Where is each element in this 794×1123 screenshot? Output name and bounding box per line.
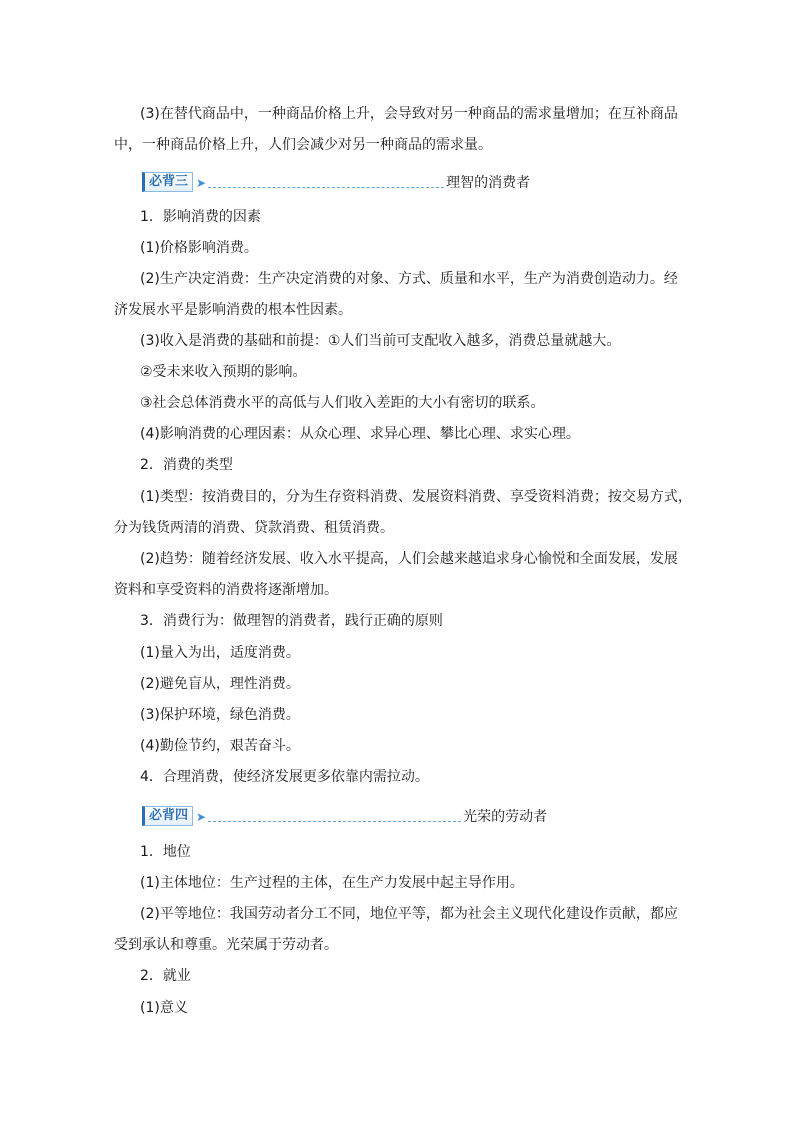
paragraph-line: 受到承认和尊重。光荣属于劳动者。 bbox=[114, 937, 338, 953]
heading: 1．地位 bbox=[140, 844, 191, 860]
paragraph-line: (3)在替代商品中，一种商品价格上升，会导致对另一种商品的需求量增加；在互补商品 bbox=[140, 106, 678, 122]
paragraph-line: 分为钱货两清的消费、贷款消费、租赁消费。 bbox=[114, 520, 394, 536]
section-title: 理智的消费者 bbox=[446, 175, 531, 191]
paragraph-line: 中，一种商品价格上升，人们会减少对另一种商品的需求量。 bbox=[114, 137, 492, 153]
triangle-arrow-icon: ➤ bbox=[196, 810, 207, 824]
paragraph-line: (3)保护环境，绿色消费。 bbox=[140, 707, 300, 723]
paragraph-line: 资料和享受资料的消费将逐渐增加。 bbox=[114, 582, 338, 598]
heading: 4．合理消费，使经济发展更多依靠内需拉动。 bbox=[140, 769, 429, 785]
paragraph-line: 济发展水平是影响消费的根本性因素。 bbox=[114, 302, 352, 318]
paragraph-line: ③社会总体消费水平的高低与人们收入差距的大小有密切的联系。 bbox=[140, 395, 545, 411]
heading: 3．消费行为：做理智的消费者，践行正确的原则 bbox=[140, 613, 443, 629]
paragraph-line: (4)勤俭节约，艰苦奋斗。 bbox=[140, 738, 300, 754]
section-tag: 必背三 bbox=[142, 172, 193, 192]
paragraph-line: (1)意义 bbox=[140, 1000, 188, 1016]
paragraph-line: ②受未来收入预期的影响。 bbox=[140, 364, 307, 380]
paragraph-line: (1)类型：按消费目的，分为生存资料消费、发展资料消费、享受资料消费；按交易方式， bbox=[140, 489, 692, 505]
dashed-divider bbox=[208, 821, 461, 822]
heading: 2．消费的类型 bbox=[140, 457, 233, 473]
dashed-divider bbox=[208, 187, 444, 188]
heading: 1．影响消费的因素 bbox=[140, 209, 261, 225]
section-banner bbox=[142, 804, 547, 826]
section-tag: 必背四 bbox=[142, 806, 193, 826]
heading: 2．就业 bbox=[140, 968, 191, 984]
triangle-arrow-icon: ➤ bbox=[196, 176, 207, 190]
paragraph-line: (2)趋势：随着经济发展、收入水平提高，人们会越来越追求身心愉悦和全面发展，发展 bbox=[140, 551, 678, 567]
paragraph-line: (1)量入为出，适度消费。 bbox=[140, 645, 300, 661]
paragraph-line: (1)价格影响消费。 bbox=[140, 240, 258, 256]
paragraph-line: (2)避免盲从，理性消费。 bbox=[140, 676, 300, 692]
paragraph-line: (2)生产决定消费：生产决定消费的对象、方式、质量和水平，生产为消费创造动力。经 bbox=[140, 271, 678, 287]
paragraph-line: (3)收入是消费的基础和前提：①人们当前可支配收入越多，消费总量就越大。 bbox=[140, 333, 621, 349]
paragraph-line: (1)主体地位：生产过程的主体，在生产力发展中起主导作用。 bbox=[140, 875, 524, 891]
paragraph-line: (2)平等地位：我国劳动者分工不同，地位平等，都为社会主义现代化建设作贡献，都应 bbox=[140, 906, 678, 922]
section-title: 光荣的劳动者 bbox=[463, 809, 548, 825]
paragraph-line: (4)影响消费的心理因素：从众心理、求异心理、攀比心理、求实心理。 bbox=[140, 426, 580, 442]
section-banner bbox=[142, 170, 530, 192]
